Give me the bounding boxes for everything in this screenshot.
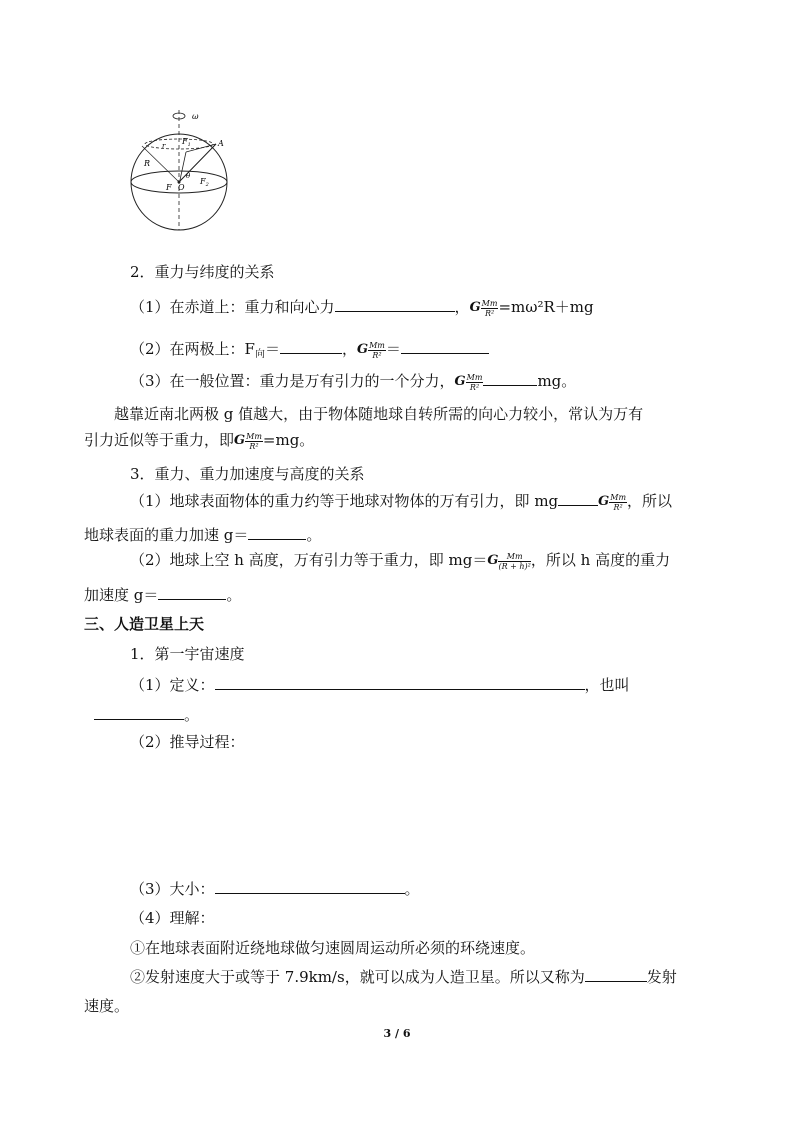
- surface-gravity-line: （1）地球表面物体的重力约等于地球对物体的万有引力，即 mg G $\frac{Mm}{\text{R²}}$ ，所以: [130, 492, 673, 512]
- section-2-title: 2．重力与纬度的关系: [130, 263, 275, 281]
- alias-blank[interactable]: [94, 704, 184, 720]
- gmm-r2-fraction: $\frac{Mm}{\text{R²}}$: [481, 298, 498, 318]
- part-3-heading: 三、人造卫星上天: [84, 615, 205, 633]
- paragraph-poles-2: 引力近似等于重力，即G $\frac{Mm}{\text{R²}}$ =mg。: [84, 431, 315, 451]
- omega-label: ω: [192, 112, 199, 121]
- definition-line: （1）定义： ，也叫: [130, 676, 630, 694]
- definition-blank[interactable]: [215, 674, 585, 690]
- definition-line-2: 。: [94, 704, 199, 725]
- poles-gravity-blank[interactable]: [401, 338, 489, 354]
- equator-blank[interactable]: [335, 296, 455, 312]
- page-number: 3 / 6: [383, 1027, 411, 1040]
- poles-line: （2）在两极上：$F_向=$ ，G $\frac{Mm}{\text{R²}}$ ＝: [130, 338, 489, 365]
- altitude-gravity-line: （2）地球上空 h 高度，万有引力等于重力，即 mg＝G $\frac{Mm}{\text{(R + h)²}}$ ，所以 h 高度的重力: [130, 551, 671, 571]
- altitude-acceleration-blank[interactable]: [158, 584, 226, 600]
- general-position-blank[interactable]: [483, 370, 537, 386]
- surface-acceleration-line: 地球表面的重力加速 g＝ 。: [84, 526, 322, 544]
- launch-velocity-blank[interactable]: [585, 966, 647, 982]
- point-A-label: A: [218, 139, 224, 148]
- R-label: R: [144, 159, 151, 168]
- theta-label: θ: [186, 172, 191, 180]
- paragraph-poles-1: 越靠近南北两极 g 值越大，由于物体随地球自转所需的向心力较小，常认为万有: [114, 405, 644, 423]
- general-position-line: （3）在一般位置：重力是万有引力的一个分力，G $\frac{Mm}{\text{R²}}$ mg。: [130, 372, 577, 392]
- understanding-point-2-cont: 速度。: [84, 997, 130, 1015]
- O-label: O: [178, 183, 185, 192]
- surface-gravity-blank[interactable]: [558, 490, 598, 506]
- magnitude-line: （3）大小： 。: [130, 880, 420, 898]
- gmm-rh2-fraction: $\frac{Mm}{\text{(R + h)²}}$: [498, 551, 531, 571]
- section-3-title: 3．重力、重力加速度与高度的关系: [130, 465, 365, 483]
- derivation-label: （2）推导过程：: [130, 733, 245, 751]
- poles-force-blank[interactable]: [280, 338, 342, 354]
- understanding-point-1: ①在地球表面附近绕地球做匀速圆周运动所必须的环绕速度。: [130, 939, 536, 957]
- first-cosmic-velocity-title: 1．第一宇宙速度: [130, 645, 245, 663]
- understanding-label: （4）理解：: [130, 909, 215, 927]
- F1-label: $F_1$: [182, 137, 191, 148]
- F-label: F: [166, 183, 172, 192]
- F2-label: $F_2$: [200, 177, 209, 188]
- surface-acceleration-blank[interactable]: [248, 524, 306, 540]
- r-label: r: [162, 142, 166, 150]
- altitude-acceleration-line: 加速度 g＝ 。: [84, 586, 242, 604]
- earth-rotation-diagram: [120, 104, 250, 234]
- magnitude-blank[interactable]: [215, 878, 405, 894]
- equator-line: （1）在赤道上：重力和向心力 ，G $\frac{Mm}{\text{R²}}$ =mω²R＋mg: [130, 298, 594, 318]
- understanding-point-2: ②发射速度大于或等于 7.9km/s，就可以成为人造卫星。所以又称为 发射: [130, 968, 677, 986]
- force-F-line: [179, 144, 216, 182]
